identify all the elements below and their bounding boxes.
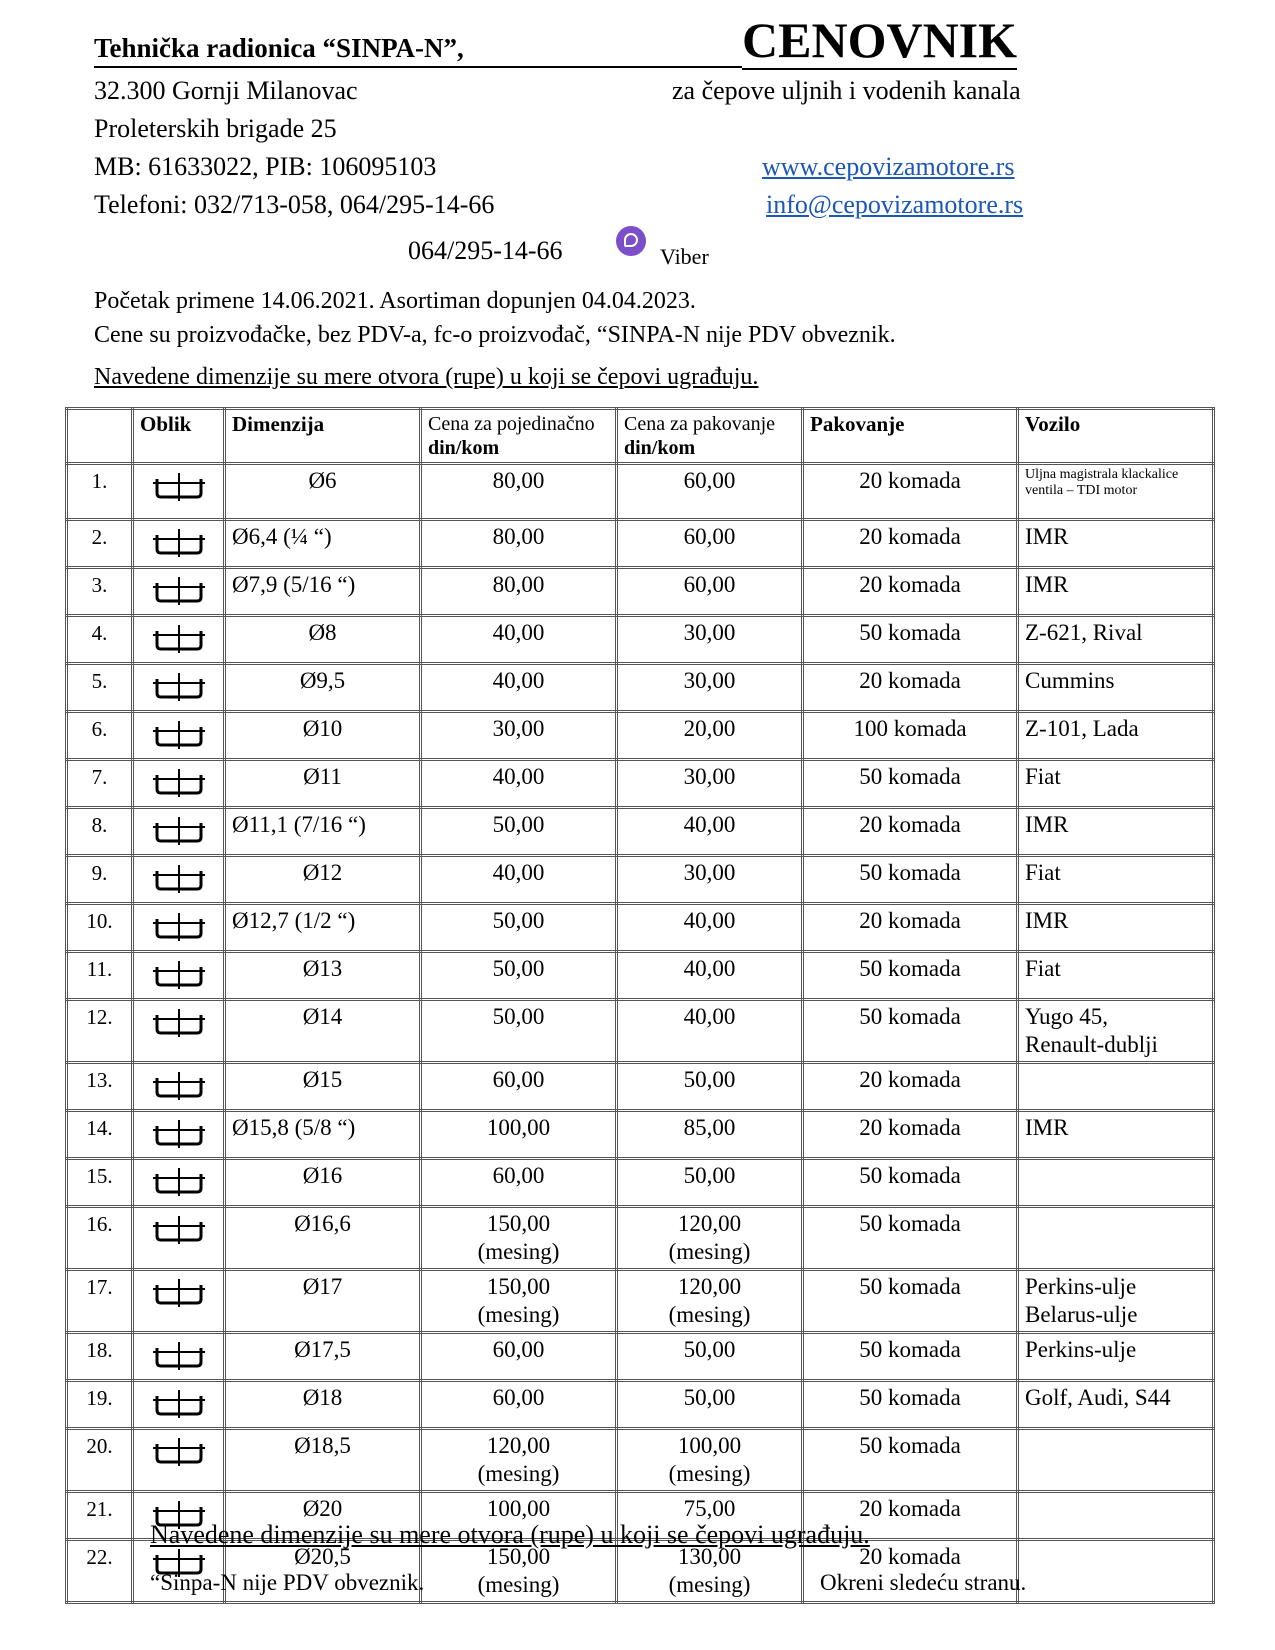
- unit-price-cell: [421, 1333, 617, 1381]
- pack-price-value: 100,00: [677, 1433, 742, 1458]
- plug-shape-icon: [151, 767, 207, 799]
- address-city: 32.300 Gornji Milanovac: [94, 76, 358, 105]
- packaging-cell: 20 komada: [803, 1492, 1018, 1540]
- pack-price-value: 75,00: [683, 1496, 736, 1521]
- pack-price-cell: [617, 952, 803, 1000]
- pack-price-value: 40,00: [683, 812, 736, 837]
- pack-price-value: 40,00: [683, 908, 736, 933]
- pack-price-cell: [617, 1000, 803, 1063]
- plug-shape-icon: [151, 1007, 207, 1039]
- shape-cell: [133, 952, 225, 1000]
- packaging-cell: 50 komada: [803, 1000, 1018, 1063]
- phone-numbers: Telefoni: 032/713-058, 064/295-14-66: [94, 190, 495, 219]
- shape-cell: [133, 1207, 225, 1270]
- vehicle-value: Fiat: [1025, 764, 1061, 789]
- unit-price-cell: [421, 568, 617, 616]
- shape-cell: [133, 1063, 225, 1111]
- unit-price-cell: [421, 856, 617, 904]
- table-row: [67, 904, 1214, 952]
- website-link[interactable]: www.cepovizamotore.rs: [762, 152, 1015, 181]
- dimension-cell: Ø16: [225, 1159, 421, 1207]
- vehicle-cell: [1018, 1063, 1214, 1111]
- packaging-cell: 20 komada: [803, 1540, 1018, 1603]
- page-title: CENOVNIK: [742, 12, 1018, 68]
- vehicle-value: Yugo 45,: [1025, 1004, 1109, 1029]
- vehicle-value: Uljna magistrala klackalice ventila – TDI motor: [1025, 467, 1179, 498]
- packaging-cell: 50 komada: [803, 952, 1018, 1000]
- pack-price-value: 85,00: [683, 1115, 736, 1140]
- dimensions-note: Navedene dimenzije su mere otvora (rupe) u koji se čepovi ugrađuju.: [94, 364, 759, 390]
- dimension-cell: Ø17,5: [225, 1333, 421, 1381]
- dimension-cell: Ø20: [225, 1492, 421, 1540]
- table-row: [67, 520, 1214, 568]
- email-link[interactable]: info@cepovizamotore.rs: [766, 190, 1024, 219]
- packaging-cell: 20 komada: [803, 664, 1018, 712]
- plug-shape-icon: [151, 1436, 207, 1468]
- dimension-cell: Ø12,7 (1/2 “): [225, 904, 421, 952]
- unit-price-value: 50,00: [492, 956, 545, 981]
- row-number: 20.: [67, 1429, 133, 1492]
- shape-cell: [133, 808, 225, 856]
- unit-price-value: 50,00: [492, 1004, 545, 1029]
- shape-cell: [133, 1159, 225, 1207]
- plug-shape-icon: [151, 911, 207, 943]
- footer-vat-note: “Sinpa-N nije PDV obveznik.: [150, 1570, 425, 1595]
- pack-price-value: 50,00: [683, 1337, 736, 1362]
- unit-price-cell: [421, 1063, 617, 1111]
- packaging-cell: 50 komada: [803, 1429, 1018, 1492]
- footer-dimensions-note: Navedene dimenzije su mere otvora (rupe) u koji se čepovi ugrađuju.: [150, 1520, 870, 1549]
- viber-label: Viber: [660, 244, 709, 269]
- unit-price-value: 50,00: [492, 908, 545, 933]
- unit-price-value: 30,00: [492, 716, 545, 741]
- pack-price-cell: [617, 1381, 803, 1429]
- plug-shape-icon: [151, 1214, 207, 1246]
- unit-price-material: (mesing): [477, 1302, 560, 1327]
- unit-price-cell: [421, 808, 617, 856]
- pack-price-value: 20,00: [683, 716, 736, 741]
- pack-price-cell: [617, 1270, 803, 1333]
- unit-price-cell: [421, 760, 617, 808]
- pack-price-cell: [617, 808, 803, 856]
- row-number: 14.: [67, 1111, 133, 1159]
- header-dimension: Dimenzija: [225, 409, 421, 464]
- row-number: 19.: [67, 1381, 133, 1429]
- unit-price-material: (mesing): [477, 1572, 560, 1597]
- table-row: [67, 1207, 1214, 1270]
- table-row: [67, 1000, 1214, 1063]
- table-row: [67, 464, 1214, 520]
- vehicle-cell: [1018, 712, 1214, 760]
- vehicle-cell: [1018, 464, 1214, 520]
- start-note: Početak primene 14.06.2021. Asortiman dopunjen 04.04.2023.: [94, 288, 696, 314]
- pack-price-cell: [617, 616, 803, 664]
- table-header-row: [67, 409, 1214, 464]
- shape-cell: [133, 1381, 225, 1429]
- vehicle-cell: [1018, 1000, 1214, 1063]
- vehicle-value: Fiat: [1025, 956, 1061, 981]
- unit-price-value: 40,00: [492, 764, 545, 789]
- header-pack-price: [617, 409, 803, 464]
- address-street: Proleterskih brigade 25: [94, 114, 337, 143]
- shape-cell: [133, 664, 225, 712]
- packaging-cell: 20 komada: [803, 904, 1018, 952]
- row-number: 12.: [67, 1000, 133, 1063]
- shape-cell: [133, 464, 225, 520]
- unit-price-value: 60,00: [492, 1385, 545, 1410]
- unit-price-cell: [421, 1159, 617, 1207]
- unit-price-material: (mesing): [477, 1239, 560, 1264]
- plug-shape-icon: [151, 1166, 207, 1198]
- dimension-cell: Ø6,4 (¼ “): [225, 520, 421, 568]
- packaging-cell: 50 komada: [803, 1333, 1018, 1381]
- row-number: 21.: [67, 1492, 133, 1540]
- dimension-cell: Ø20,5: [225, 1540, 421, 1603]
- row-number: 4.: [67, 616, 133, 664]
- header-packaging: Pakovanje: [803, 409, 1018, 464]
- shape-cell: [133, 1270, 225, 1333]
- dimension-cell: Ø15: [225, 1063, 421, 1111]
- pack-price-cell: [617, 1333, 803, 1381]
- vehicle-value: Perkins-ulje: [1025, 1337, 1137, 1362]
- row-number: 6.: [67, 712, 133, 760]
- vehicle-cell: [1018, 1429, 1214, 1492]
- vehicle-cell: [1018, 1381, 1214, 1429]
- pack-price-value: 30,00: [683, 764, 736, 789]
- vehicle-cell: [1018, 760, 1214, 808]
- row-number: 1.: [67, 464, 133, 520]
- unit-price-cell: [421, 520, 617, 568]
- page-subtitle: za čepove uljnih i vodenih kanala: [672, 76, 1021, 105]
- row-number: 16.: [67, 1207, 133, 1270]
- pack-price-value: 30,00: [683, 668, 736, 693]
- pack-price-material: (mesing): [668, 1302, 751, 1327]
- table-row: [67, 760, 1214, 808]
- packaging-cell: 50 komada: [803, 1381, 1018, 1429]
- pack-price-cell: [617, 1063, 803, 1111]
- dimension-cell: Ø18: [225, 1381, 421, 1429]
- pack-price-cell: [617, 1429, 803, 1492]
- table-row: [67, 616, 1214, 664]
- pack-price-cell: [617, 464, 803, 520]
- vehicle-cell: [1018, 904, 1214, 952]
- header-unit-price-unit: din/kom: [428, 437, 500, 459]
- dimension-cell: Ø14: [225, 1000, 421, 1063]
- plug-shape-icon: [151, 471, 207, 503]
- vehicle-value: IMR: [1025, 572, 1069, 597]
- plug-shape-icon: [151, 623, 207, 655]
- table-row: [67, 1159, 1214, 1207]
- packaging-cell: 50 komada: [803, 760, 1018, 808]
- price-note: Cene su proizvođačke, bez PDV-a, fc-o proizvođač, “SINPA-N nije PDV obveznik.: [94, 322, 896, 348]
- row-number: 15.: [67, 1159, 133, 1207]
- row-number: 22.: [67, 1540, 133, 1603]
- dimension-cell: Ø6: [225, 464, 421, 520]
- row-number: 18.: [67, 1333, 133, 1381]
- table-row: [67, 808, 1214, 856]
- pack-price-cell: [617, 1111, 803, 1159]
- pack-price-cell: [617, 1159, 803, 1207]
- plug-shape-icon: [151, 1340, 207, 1372]
- row-number: 8.: [67, 808, 133, 856]
- pack-price-value: 40,00: [683, 1004, 736, 1029]
- table-row: [67, 1381, 1214, 1429]
- vehicle-cell: [1018, 1270, 1214, 1333]
- packaging-cell: 20 komada: [803, 520, 1018, 568]
- vehicle-value: Cummins: [1025, 668, 1115, 693]
- dimension-cell: Ø16,6: [225, 1207, 421, 1270]
- plug-shape-icon: [151, 815, 207, 847]
- unit-price-cell: [421, 464, 617, 520]
- plug-shape-icon: [151, 1070, 207, 1102]
- dimension-cell: Ø8: [225, 616, 421, 664]
- vehicle-cell: [1018, 568, 1214, 616]
- shape-cell: [133, 1429, 225, 1492]
- pack-price-value: 120,00: [677, 1274, 742, 1299]
- unit-price-cell: [421, 664, 617, 712]
- vehicle-cell: [1018, 1333, 1214, 1381]
- unit-price-cell: [421, 952, 617, 1000]
- plug-shape-icon: [151, 959, 207, 991]
- table-row: [67, 1333, 1214, 1381]
- vehicle-cell: [1018, 616, 1214, 664]
- pack-price-value: 60,00: [683, 572, 736, 597]
- dimension-cell: Ø11,1 (7/16 “): [225, 808, 421, 856]
- header-no: [67, 409, 133, 464]
- pack-price-material: (mesing): [668, 1572, 751, 1597]
- packaging-cell: 20 komada: [803, 464, 1018, 520]
- dimension-cell: Ø11: [225, 760, 421, 808]
- vehicle-cell: [1018, 520, 1214, 568]
- header-vehicle: Vozilo: [1018, 409, 1214, 464]
- pack-price-cell: [617, 520, 803, 568]
- dimension-cell: Ø10: [225, 712, 421, 760]
- unit-price-value: 50,00: [492, 812, 545, 837]
- pack-price-material: (mesing): [668, 1239, 751, 1264]
- row-number: 2.: [67, 520, 133, 568]
- packaging-cell: 100 komada: [803, 712, 1018, 760]
- table-row: [67, 856, 1214, 904]
- plug-shape-icon: [151, 1388, 207, 1420]
- table-row: [67, 1429, 1214, 1492]
- dimension-cell: Ø12: [225, 856, 421, 904]
- unit-price-value: 40,00: [492, 860, 545, 885]
- vehicle-cell: [1018, 1111, 1214, 1159]
- unit-price-value: 40,00: [492, 668, 545, 693]
- unit-price-value: 150,00: [486, 1211, 551, 1236]
- vehicle-value: IMR: [1025, 812, 1069, 837]
- header-unit-price-label: Cena za pojedinačno: [428, 413, 595, 435]
- packaging-cell: 50 komada: [803, 1270, 1018, 1333]
- plug-shape-icon: [151, 863, 207, 895]
- shape-cell: [133, 616, 225, 664]
- unit-price-value: 150,00: [486, 1274, 551, 1299]
- pack-price-value: 50,00: [683, 1385, 736, 1410]
- table-row: [67, 664, 1214, 712]
- vehicle-value: Fiat: [1025, 860, 1061, 885]
- shape-cell: [133, 520, 225, 568]
- dimension-cell: Ø18,5: [225, 1429, 421, 1492]
- vehicle-value: IMR: [1025, 908, 1069, 933]
- pack-price-value: 50,00: [683, 1163, 736, 1188]
- unit-price-cell: [421, 616, 617, 664]
- pack-price-value: 130,00: [677, 1544, 742, 1569]
- unit-price-value: 150,00: [486, 1544, 551, 1569]
- unit-price-cell: [421, 1429, 617, 1492]
- shape-cell: [133, 1000, 225, 1063]
- unit-price-cell: [421, 712, 617, 760]
- vehicle-cell: [1018, 808, 1214, 856]
- pack-price-cell: [617, 712, 803, 760]
- price-table: [65, 407, 1215, 1604]
- table-row: [67, 712, 1214, 760]
- row-number: 13.: [67, 1063, 133, 1111]
- unit-price-cell: [421, 1000, 617, 1063]
- unit-price-value: 80,00: [492, 524, 545, 549]
- shape-cell: [133, 568, 225, 616]
- table-row: [67, 1063, 1214, 1111]
- unit-price-material: (mesing): [477, 1461, 560, 1486]
- unit-price-value: 120,00: [486, 1433, 551, 1458]
- vehicle-cell: [1018, 1492, 1214, 1540]
- dimension-cell: Ø15,8 (5/8 “): [225, 1111, 421, 1159]
- plug-shape-icon: [151, 671, 207, 703]
- pack-price-value: 30,00: [683, 620, 736, 645]
- pack-price-value: 120,00: [677, 1211, 742, 1236]
- vehicle-value: Z-101, Lada: [1025, 716, 1139, 741]
- shape-cell: [133, 760, 225, 808]
- dimension-cell: Ø7,9 (5/16 “): [225, 568, 421, 616]
- unit-price-cell: [421, 1270, 617, 1333]
- plug-shape-icon: [151, 527, 207, 559]
- unit-price-value: 60,00: [492, 1163, 545, 1188]
- pack-price-cell: [617, 904, 803, 952]
- unit-price-cell: [421, 904, 617, 952]
- unit-price-cell: [421, 1381, 617, 1429]
- shape-cell: [133, 856, 225, 904]
- row-number: 3.: [67, 568, 133, 616]
- company-name: Tehnička radionica “SINPA-N”,: [94, 30, 742, 68]
- header-pack-price-unit: din/kom: [624, 437, 696, 459]
- row-number: 9.: [67, 856, 133, 904]
- header-pack-price-label: Cena za pakovanje: [624, 413, 776, 435]
- table-row: [67, 1270, 1214, 1333]
- plug-shape-icon: [151, 1118, 207, 1150]
- table-row: [67, 568, 1214, 616]
- pack-price-value: 30,00: [683, 860, 736, 885]
- vehicle-value: Z-621, Rival: [1025, 620, 1143, 645]
- packaging-cell: 50 komada: [803, 1159, 1018, 1207]
- row-number: 5.: [67, 664, 133, 712]
- plug-shape-icon: [151, 575, 207, 607]
- header-unit-price: [421, 409, 617, 464]
- packaging-cell: 20 komada: [803, 808, 1018, 856]
- plug-shape-icon: [151, 719, 207, 751]
- pack-price-value: 60,00: [683, 524, 736, 549]
- pack-price-material: (mesing): [668, 1461, 751, 1486]
- shape-cell: [133, 712, 225, 760]
- vehicle-value-2: Renault-dublji: [1025, 1032, 1158, 1057]
- pack-price-value: 50,00: [683, 1067, 736, 1092]
- pack-price-value: 40,00: [683, 956, 736, 981]
- viber-icon: [616, 226, 646, 256]
- unit-price-value: 60,00: [492, 1337, 545, 1362]
- unit-price-value: 100,00: [486, 1115, 551, 1140]
- row-number: 11.: [67, 952, 133, 1000]
- pack-price-cell: [617, 1207, 803, 1270]
- row-number: 17.: [67, 1270, 133, 1333]
- unit-price-value: 60,00: [492, 1067, 545, 1092]
- vehicle-cell: [1018, 1540, 1214, 1603]
- vehicle-cell: [1018, 952, 1214, 1000]
- vehicle-value: Perkins-ulje: [1025, 1274, 1137, 1299]
- next-page-note: Okreni sledeću stranu.: [820, 1570, 1027, 1595]
- vehicle-value: Golf, Audi, S44: [1025, 1385, 1171, 1410]
- unit-price-value: 100,00: [486, 1496, 551, 1521]
- table-row: [67, 952, 1214, 1000]
- pack-price-cell: [617, 856, 803, 904]
- pack-price-cell: [617, 760, 803, 808]
- viber-phone: 064/295-14-66: [408, 236, 563, 265]
- pack-price-cell: [617, 664, 803, 712]
- unit-price-value: 80,00: [492, 468, 545, 493]
- shape-cell: [133, 1333, 225, 1381]
- row-number: 7.: [67, 760, 133, 808]
- pack-price-cell: [617, 568, 803, 616]
- unit-price-value: 40,00: [492, 620, 545, 645]
- table-row: [67, 1111, 1214, 1159]
- packaging-cell: 20 komada: [803, 1111, 1018, 1159]
- vehicle-value-2: Belarus-ulje: [1025, 1302, 1138, 1327]
- header-shape: Oblik: [133, 409, 225, 464]
- packaging-cell: 50 komada: [803, 616, 1018, 664]
- vehicle-value: IMR: [1025, 1115, 1069, 1140]
- row-number: 10.: [67, 904, 133, 952]
- vehicle-cell: [1018, 1159, 1214, 1207]
- dimension-cell: Ø13: [225, 952, 421, 1000]
- unit-price-value: 80,00: [492, 572, 545, 597]
- vehicle-cell: [1018, 856, 1214, 904]
- dimension-cell: Ø9,5: [225, 664, 421, 712]
- packaging-cell: 50 komada: [803, 856, 1018, 904]
- vehicle-value: IMR: [1025, 524, 1069, 549]
- unit-price-cell: [421, 1111, 617, 1159]
- vehicle-cell: [1018, 1207, 1214, 1270]
- dimension-cell: Ø17: [225, 1270, 421, 1333]
- packaging-cell: 50 komada: [803, 1207, 1018, 1270]
- company-ids: MB: 61633022, PIB: 106095103: [94, 152, 437, 181]
- pack-price-value: 60,00: [683, 468, 736, 493]
- plug-shape-icon: [151, 1277, 207, 1309]
- packaging-cell: 20 komada: [803, 568, 1018, 616]
- packaging-cell: 20 komada: [803, 1063, 1018, 1111]
- shape-cell: [133, 904, 225, 952]
- shape-cell: [133, 1111, 225, 1159]
- vehicle-cell: [1018, 664, 1214, 712]
- unit-price-cell: [421, 1207, 617, 1270]
